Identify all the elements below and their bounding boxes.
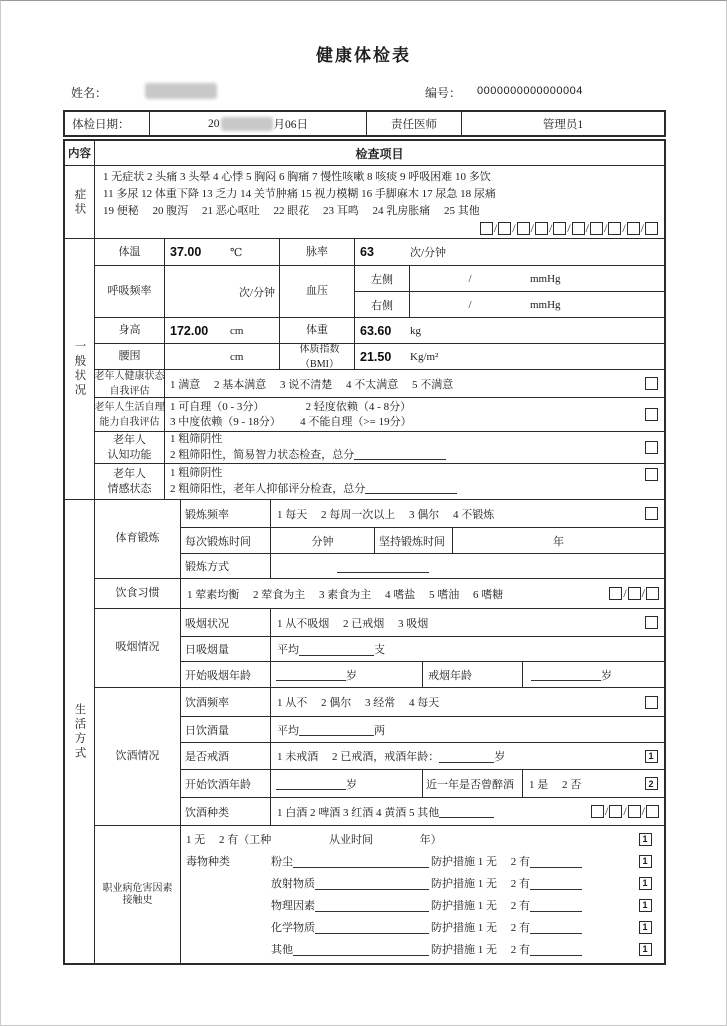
exam-date-label: 体检日期：	[65, 112, 150, 135]
drinking-freq-checkbox	[645, 696, 658, 709]
code-checkbox	[498, 222, 511, 235]
self-care-label-line2: 能力自我评估	[99, 416, 160, 428]
bmi-unit: Kg/m²	[410, 350, 439, 363]
drinking-quit-row	[181, 742, 664, 769]
column-header-content: 内容	[65, 141, 95, 165]
exercise-persist-unit: 年	[553, 535, 564, 548]
occupational-toxin-row-dust	[181, 850, 664, 872]
smoking-status-label: 吸烟状况	[181, 609, 271, 636]
drinking-start-blank	[276, 777, 346, 790]
height-value: 172.00	[170, 323, 209, 338]
code-checkbox	[591, 805, 604, 818]
code-label: 编号：	[425, 86, 462, 100]
drinking-quit-label: 是否戒酒	[181, 743, 271, 769]
smoking-daily-prefix: 平均	[277, 644, 299, 656]
exam-date-prefix: 20	[208, 117, 220, 130]
drinking-freq-label: 饮酒频率	[181, 688, 271, 716]
toxin-name-other: 其他	[271, 944, 293, 956]
protection-blank	[530, 899, 582, 912]
drinking-quit-code-box: 1	[645, 750, 658, 763]
exam-info-table	[63, 110, 666, 137]
symptoms-line-1: 1 无症状 2 头痛 3 头晕 4 心悸 5 胸闷 6 胸痛 7 慢性咳嗽 8 咳痰 9 呼吸困难 10 多饮	[103, 171, 491, 183]
protection-blank	[530, 943, 582, 956]
weight-value: 63.60	[360, 323, 392, 338]
cognition-label-line1: 老年人	[113, 433, 146, 446]
cognition-option-1: 1 粗筛阴性	[170, 433, 223, 445]
protection-label: 防护措施 1 无 2 有	[431, 922, 530, 934]
occupational-head-options: 1 无 2 有（工种 从业时间 年）	[186, 834, 442, 846]
code-checkbox	[628, 805, 641, 818]
drinking-start-row	[181, 769, 664, 797]
temp-value: 37.00	[170, 245, 202, 259]
drinking-quit-age-blank	[439, 750, 494, 763]
drinking-daily-row	[181, 716, 664, 742]
self-health-checkbox	[645, 377, 658, 390]
censored-date-segment	[221, 117, 273, 131]
bmi-value: 21.50	[360, 349, 392, 364]
toxin-code-box: 1	[639, 921, 652, 934]
drinking-kind-other-blank	[439, 805, 494, 818]
toxin-blank	[315, 899, 429, 912]
resp-unit: 次/分钟	[238, 286, 275, 299]
exercise-mode-row	[181, 553, 664, 578]
drinking-freq-row	[181, 688, 664, 716]
exercise-freq-options: 1 每天 2 每周一次以上 3 偶尔 4 不锻炼	[277, 508, 495, 521]
drinking-freq-options: 1 从不 2 偶尔 3 经常 4 每天	[277, 697, 440, 709]
bp-right-label: 右侧	[355, 292, 410, 317]
drinking-quit-options: 1 未戒酒 2 已戒酒，戒酒年龄：	[277, 751, 440, 763]
diet-label: 饮食习惯	[95, 579, 181, 608]
toxin-name-dust: 粉尘	[271, 856, 293, 868]
general-section-label: 一般状况	[73, 340, 86, 398]
smoking-start-blank	[276, 668, 346, 681]
drinking-daily-unit: 两	[374, 724, 385, 737]
protection-blank	[530, 855, 582, 868]
doctor-value: 管理员1	[542, 118, 584, 131]
toxin-code-box: 1	[639, 855, 652, 868]
resp-bp-row	[95, 265, 664, 317]
drinking-kind-label: 饮酒种类	[181, 798, 271, 825]
code-checkbox	[535, 222, 548, 235]
code-checkbox	[480, 222, 493, 235]
code-checkbox	[609, 587, 622, 600]
smoking-age-row	[181, 661, 664, 687]
waist-label: 腰围	[95, 344, 165, 369]
elderly-self-health-row	[95, 369, 664, 397]
symptoms-section	[65, 165, 664, 238]
bp-left-label: 左侧	[355, 266, 410, 291]
cognition-label-line2: 认知功能	[107, 448, 152, 461]
smoking-daily-unit: 支	[374, 644, 385, 656]
weight-label: 体重	[280, 318, 355, 343]
temp-unit: ℃	[230, 246, 243, 259]
emotion-option-2: 2 粗筛阳性，老年人抑郁评分检查，总分	[170, 483, 366, 495]
smoking-label: 吸烟情况	[95, 609, 181, 687]
symptoms-section-label: 症状	[73, 187, 86, 217]
self-care-checkbox	[645, 408, 658, 421]
occupational-label-line1: 职业病危害因素	[102, 882, 173, 894]
smoking-start-unit: 岁	[346, 669, 357, 682]
smoking-quit-blank	[531, 668, 601, 681]
height-label: 身高	[95, 318, 165, 343]
waist-bmi-row	[95, 343, 664, 369]
smoking-group	[95, 608, 664, 687]
code-checkbox	[590, 222, 603, 235]
bp-unit-left: mmHg	[530, 272, 561, 285]
emotion-row	[95, 463, 664, 499]
self-health-label-line1: 老年人健康状态	[94, 370, 165, 382]
doctor-label: 责任医师	[367, 112, 462, 135]
drunk-label: 近一年是否曾醉酒	[423, 770, 523, 797]
drunk-code-box: 2	[645, 777, 658, 790]
censored-name-value	[145, 83, 217, 99]
weight-unit: kg	[410, 324, 421, 337]
meta-row	[63, 82, 664, 102]
toxin-blank	[315, 921, 429, 934]
bp-left-row	[355, 266, 664, 291]
protection-blank	[530, 921, 582, 934]
occupational-toxin-row-radiation	[181, 872, 664, 894]
toxin-code-box: 1	[639, 943, 652, 956]
exercise-group	[95, 500, 664, 578]
toxin-name-radiation: 放射物质	[271, 878, 315, 890]
drinking-daily-blank	[299, 723, 374, 736]
drinking-label: 饮酒情况	[95, 688, 181, 825]
bp-label: 血压	[280, 266, 355, 317]
smoking-quit-unit: 岁	[601, 669, 612, 682]
drinking-daily-label: 日饮酒量	[181, 717, 271, 742]
diet-code-boxes: / /	[609, 586, 659, 601]
occupational-head-row	[181, 828, 664, 850]
drinking-quit-unit: 岁	[494, 751, 506, 763]
code-checkbox	[517, 222, 530, 235]
diet-group	[95, 578, 664, 608]
exercise-mode-label: 锻炼方式	[181, 554, 271, 578]
smoking-status-checkbox	[645, 616, 658, 629]
pulse-label: 脉率	[280, 239, 355, 265]
cognition-checkbox	[645, 441, 658, 454]
exercise-mode-blank	[337, 560, 429, 573]
height-unit: cm	[230, 324, 244, 337]
emotion-checkbox	[645, 468, 658, 481]
occupational-label-line2: 接触史	[122, 894, 153, 906]
code-checkbox	[608, 222, 621, 235]
waist-unit: cm	[230, 350, 244, 363]
symptoms-content	[95, 166, 664, 238]
exercise-persist-label: 坚持锻炼时间	[375, 528, 453, 553]
resp-label: 呼吸频率	[95, 266, 165, 317]
temp-label: 体温	[95, 239, 165, 265]
temp-pulse-row	[95, 239, 664, 265]
drunk-options: 1 是 2 否	[529, 778, 582, 791]
table-header-row	[65, 141, 664, 165]
exam-date-suffix: 月06日	[273, 118, 308, 131]
smoking-daily-row	[181, 636, 664, 661]
height-weight-row	[95, 317, 664, 343]
protection-label: 防护措施 1 无 2 有	[431, 944, 530, 956]
drinking-kind-code-boxes: / / /	[591, 804, 659, 819]
protection-label: 防护措施 1 无 2 有	[431, 856, 530, 868]
exam-date-value	[150, 112, 367, 135]
toxin-type-label: 毒物种类	[186, 856, 230, 868]
occupational-toxin-row-chemical	[181, 916, 664, 938]
toxin-name-physical: 物理因素	[271, 900, 315, 912]
drinking-kind-options: 1 白酒 2 啤酒 3 红酒 4 黄酒 5 其他	[277, 806, 440, 819]
exam-main-table	[63, 139, 666, 965]
self-health-label-line2: 自我评估	[109, 385, 150, 397]
drinking-daily-prefix: 平均	[277, 724, 299, 737]
smoking-daily-blank	[299, 643, 374, 656]
page-title: 健康体检表	[316, 46, 411, 65]
code-checkbox	[553, 222, 566, 235]
exercise-label: 体育锻炼	[95, 500, 181, 578]
smoking-daily-label: 日吸烟量	[181, 637, 271, 661]
self-care-options-line2: 3 中度依赖（9 - 18分） 4 不能自理（>= 19分）	[170, 415, 412, 428]
bp-unit-right: mmHg	[530, 298, 561, 311]
smoking-start-label: 开始吸烟年龄	[181, 662, 271, 687]
code-checkbox	[646, 587, 659, 600]
elderly-self-care-row	[95, 397, 664, 431]
drinking-start-label: 开始饮酒年龄	[181, 770, 271, 797]
drinking-kind-row	[181, 797, 664, 825]
smoking-status-options: 1 从不吸烟 2 已戒烟 3 吸烟	[277, 617, 429, 630]
toxin-blank	[293, 855, 429, 868]
code-checkbox	[627, 222, 640, 235]
bmi-label-line2: （BMI）	[300, 358, 339, 370]
occupational-toxin-row-physical	[181, 894, 664, 916]
code-checkbox	[572, 222, 585, 235]
code-checkbox	[646, 805, 659, 818]
code-checkbox	[609, 805, 622, 818]
toxin-blank	[315, 877, 429, 890]
cognition-option-2: 2 粗筛阳性，简易智力状态检查，总分	[170, 449, 355, 461]
occupational-toxin-row-other	[181, 938, 664, 960]
code-value: 0000000000000004	[477, 85, 583, 97]
toxin-code-box: 1	[639, 877, 652, 890]
symptoms-line-3: 19 便秘 20 腹泻 21 恶心呕吐 22 眼花 23 耳鸣 24 乳房胀痛 25 其他	[103, 205, 480, 217]
bp-right-row	[355, 291, 664, 317]
exercise-duration-unit: 分钟	[271, 528, 375, 553]
protection-blank	[530, 877, 582, 890]
smoking-status-row	[181, 609, 664, 636]
exercise-freq-label: 锻炼频率	[181, 500, 271, 527]
protection-label: 防护措施 1 无 2 有	[431, 878, 530, 890]
exercise-freq-row	[181, 500, 664, 527]
smoking-quit-label: 戒烟年龄	[423, 662, 523, 687]
symptoms-line-2: 11 多尿 12 体重下降 13 乏力 14 关节肿痛 15 视力模糊 16 手脚麻木 17 尿急 18 尿痛	[103, 188, 496, 200]
name-label: 姓名：	[71, 86, 108, 100]
self-care-options-line1: 1 可自理（0 - 3分） 2 轻度依赖（4 - 8分）	[170, 400, 412, 413]
emotion-label-line2: 情感状态	[107, 482, 152, 495]
emotion-score-blank	[365, 481, 457, 494]
cognition-row	[95, 431, 664, 463]
drinking-start-unit: 岁	[346, 778, 357, 791]
emotion-label-line1: 老年人	[113, 467, 146, 480]
symptoms-code-boxes: / / / / / / / / /	[103, 220, 658, 236]
pulse-unit: 次/分钟	[410, 247, 447, 259]
code-checkbox	[645, 222, 658, 235]
self-health-options: 1 满意 2 基本满意 3 说不清楚 4 不太满意 5 不满意	[170, 378, 454, 391]
lifestyle-section-label: 生活方式	[73, 702, 86, 761]
bp-left-value: /	[468, 272, 472, 285]
exercise-duration-label: 每次锻炼时间	[181, 528, 271, 553]
toxin-code-box: 1	[639, 899, 652, 912]
exercise-duration-row	[181, 527, 664, 553]
column-header-items: 检查项目	[355, 146, 404, 161]
bmi-label-line1: 体质指数	[299, 343, 340, 355]
occupational-group	[95, 825, 664, 963]
diet-options: 1 荤素均衡 2 荤食为主 3 素食为主 4 嗜盐 5 嗜油 6 嗜糖	[187, 588, 504, 601]
drinking-group	[95, 687, 664, 825]
exercise-freq-checkbox	[645, 507, 658, 520]
occupational-head-box: 1	[639, 833, 652, 846]
protection-label: 防护措施 1 无 2 有	[431, 900, 530, 912]
bp-right-value: /	[468, 298, 472, 311]
toxin-name-chemical: 化学物质	[271, 922, 315, 934]
self-care-label-line1: 老年人生活自理	[94, 401, 165, 413]
emotion-option-1: 1 粗筛阴性	[170, 467, 223, 479]
toxin-blank	[293, 943, 429, 956]
code-checkbox	[628, 587, 641, 600]
general-section	[65, 238, 664, 499]
pulse-value: 63	[360, 245, 374, 259]
cognition-score-blank	[354, 447, 446, 460]
lifestyle-section	[65, 499, 664, 963]
